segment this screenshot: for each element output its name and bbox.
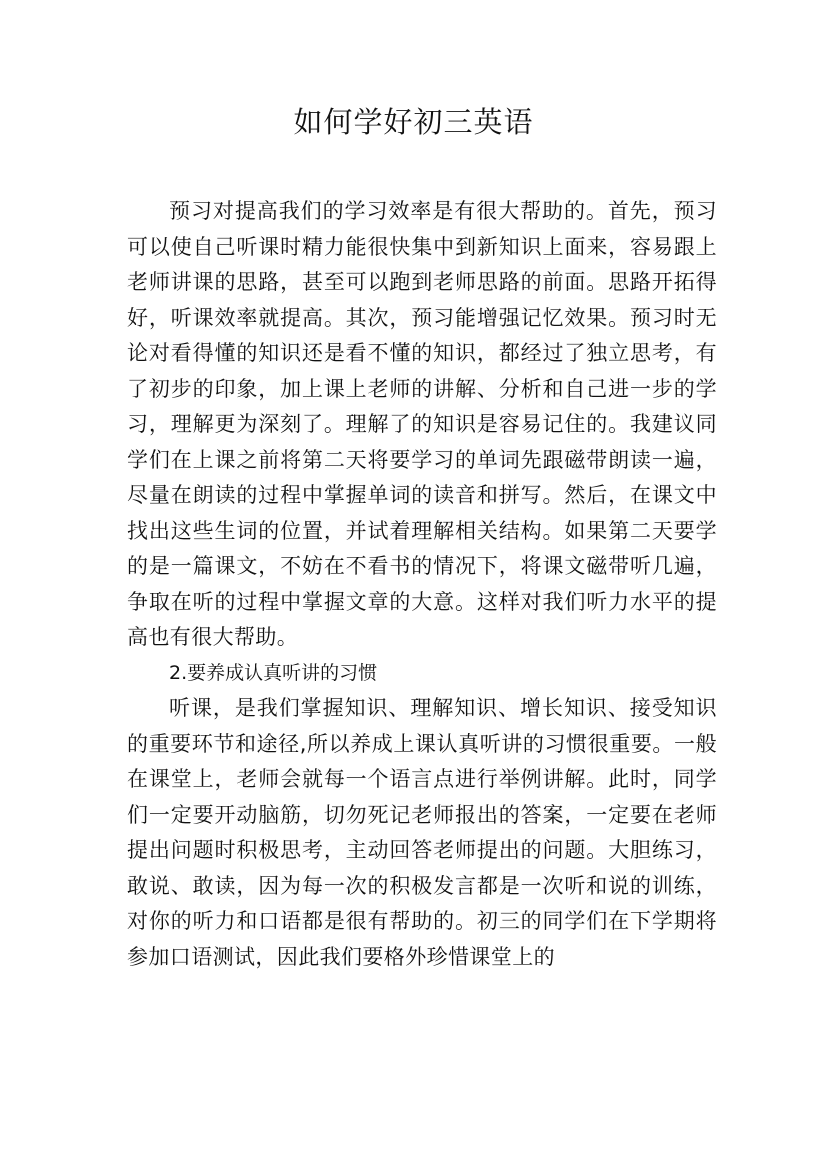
paragraph-listening: 听课，是我们掌握知识、理解知识、增长知识、接受知识的重要环节和途径,所以养成上课认真听讲的习惯很重要。一般在课堂上，老师会就每一个语言点进行举例讲解。此时，同学们一定要开动脑筋，切勿死记老师报出的答案，一定要在老师提出问题时积极思考，主动回答老师提出的问题。大胆练习，敢说、敢读，因为每一次的积极发言都是一次听和说的训练，对你的听力和口语都是很有帮助的。初三的同学们在下学期将参加口语测试，因此我们要格外珍惜课堂上的 <box>127 696 717 969</box>
section-heading: 2.要养成认真听讲的习惯 <box>169 661 378 684</box>
document-body <box>127 194 717 975</box>
document-title: 如何学好初三英语 <box>293 105 534 139</box>
paragraph-preview: 预习对提高我们的学习效率是有很大帮助的。首先，预习可以使自己听课时精力能很快集中到新知识上面来，容易跟上老师讲课的思路，甚至可以跑到老师思路的前面。思路开拓得好，听课效率就提高。其次，预习能增强记忆效果。预习时无论对看得懂的知识还是看不懂的知识，都经过了独立思考，有了初步的印象，加上课上老师的讲解、分析和自己进一步的学习，理解更为深刻了。理解了的知识是容易记住的。我建议同学们在上课之前将第二天将要学习的单词先跟磁带朗读一遍，尽量在朗读的过程中掌握单词的读音和拼写。然后，在课文中找出这些生词的位置，并试着理解相关结构。如果第二天要学的是一篇课文，不妨在不看书的情况下，将课文磁带听几遍，争取在听的过程中掌握文章的大意。这样对我们听力水平的提高也有很大帮助。 <box>127 199 717 649</box>
